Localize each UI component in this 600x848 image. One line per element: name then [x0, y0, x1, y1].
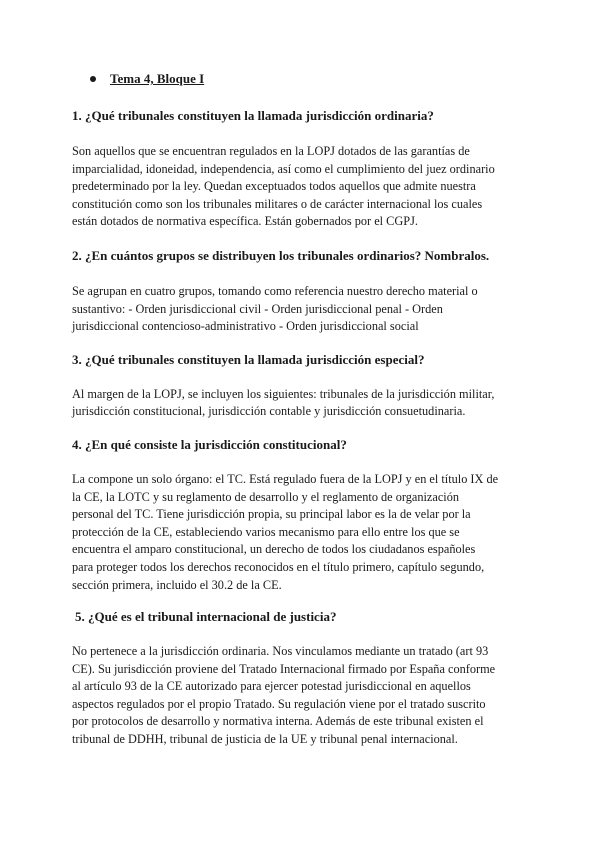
answer-line: jurisdiccional contencioso-administrativo - Orden jurisdiccional social — [72, 319, 419, 334]
topic-title: Tema 4, Bloque I — [110, 71, 205, 86]
answer-line: la CE, la LOTC y su reglamento de desarrollo y el reglamento de organización — [72, 489, 459, 504]
answer-2 — [72, 283, 528, 336]
answer-line: No pertenece a la jurisdicción ordinaria. Nos vinculamos mediante un tratado (art 93 — [72, 644, 489, 659]
answer-line: constitución como son los tribunales militares o de carácter internacional los cuales — [72, 196, 483, 211]
answer-line: encuentra el amparo constitucional, un derecho de todos los ciudadanos españoles — [72, 542, 476, 557]
question-3: 3. ¿Qué tribunales constituyen la llamada jurisdicción especial? — [72, 351, 425, 367]
answer-5 — [72, 643, 528, 749]
answer-line: predeterminado por la ley. Quedan exceptuados todos aquellos que admite nuestra — [72, 179, 476, 194]
bullet-icon — [90, 76, 96, 82]
answer-line: sustantivo: - Orden jurisdiccional civil - Orden jurisdiccional penal - Orden — [72, 301, 443, 316]
answer-line: Se agrupan en cuatro grupos, tomando como referencia nuestro derecho material o — [72, 283, 478, 298]
answer-line: tribunal de DDHH, tribunal de justicia de la UE y tribunal penal internacional. — [72, 732, 458, 747]
answer-line: están dotados de normativa específica. Están gobernados por el CGPJ. — [72, 214, 418, 229]
question-2: 2. ¿En cuántos grupos se distribuyen los tribunales ordinarios? Nombralos. — [72, 247, 490, 263]
answer-3 — [72, 386, 528, 421]
answer-line: sección primera, incluido el 30.2 de la CE. — [72, 577, 282, 592]
answer-line: La compone un solo órgano: el TC. Está regulado fuera de la LOPJ y en el título IX de — [72, 471, 499, 486]
question-4: 4. ¿En qué consiste la jurisdicción constitucional? — [72, 436, 347, 452]
answer-line: protección de la CE, estableciendo varios mecanismo para ello entre los que se — [72, 524, 460, 539]
answer-line: Son aquellos que se encuentran regulados en la LOPJ dotados de las garantías de — [72, 144, 470, 158]
topic-bullet — [90, 68, 528, 90]
question-5: 5. ¿Qué es el tribunal internacional de justicia? — [75, 609, 337, 625]
answer-line: Al margen de la LOPJ, se incluyen los siguientes: tribunales de la jurisdicción militar, — [72, 386, 495, 401]
question-1: 1. ¿Qué tribunales constituyen la llamada jurisdicción ordinaria? — [72, 108, 434, 123]
answer-line: por protocolos de desarrollo y normativa interna. Además de este tribunal existen el — [72, 714, 484, 729]
answer-1 — [72, 143, 528, 231]
answer-line: aspectos regulados por el propio Tratado. Su regulación viene por el tratado suscrito — [72, 696, 486, 711]
answer-line: imparcialidad, idoneidad, independencia, así como el cumplimiento del juez ordinario — [72, 161, 495, 176]
answer-line: CE). Su jurisdicción proviene del Tratado Internacional firmado por España conforme — [72, 661, 496, 676]
answer-line: para proteger todos los derechos reconocidos en el título primero, capítulo segundo, — [72, 559, 485, 574]
answer-line: jurisdicción constitucional, jurisdicción contable y jurisdicción consuetudinaria. — [72, 404, 466, 419]
document-page — [72, 68, 528, 749]
answer-line: al artículo 93 de la CE autorizado para ejercer potestad jurisdiccional en aquellos — [72, 679, 471, 694]
answer-line: personal del TC. Tiene jurisdicción propia, su principal labor es la de velar por la — [72, 507, 471, 522]
answer-4 — [72, 471, 528, 594]
